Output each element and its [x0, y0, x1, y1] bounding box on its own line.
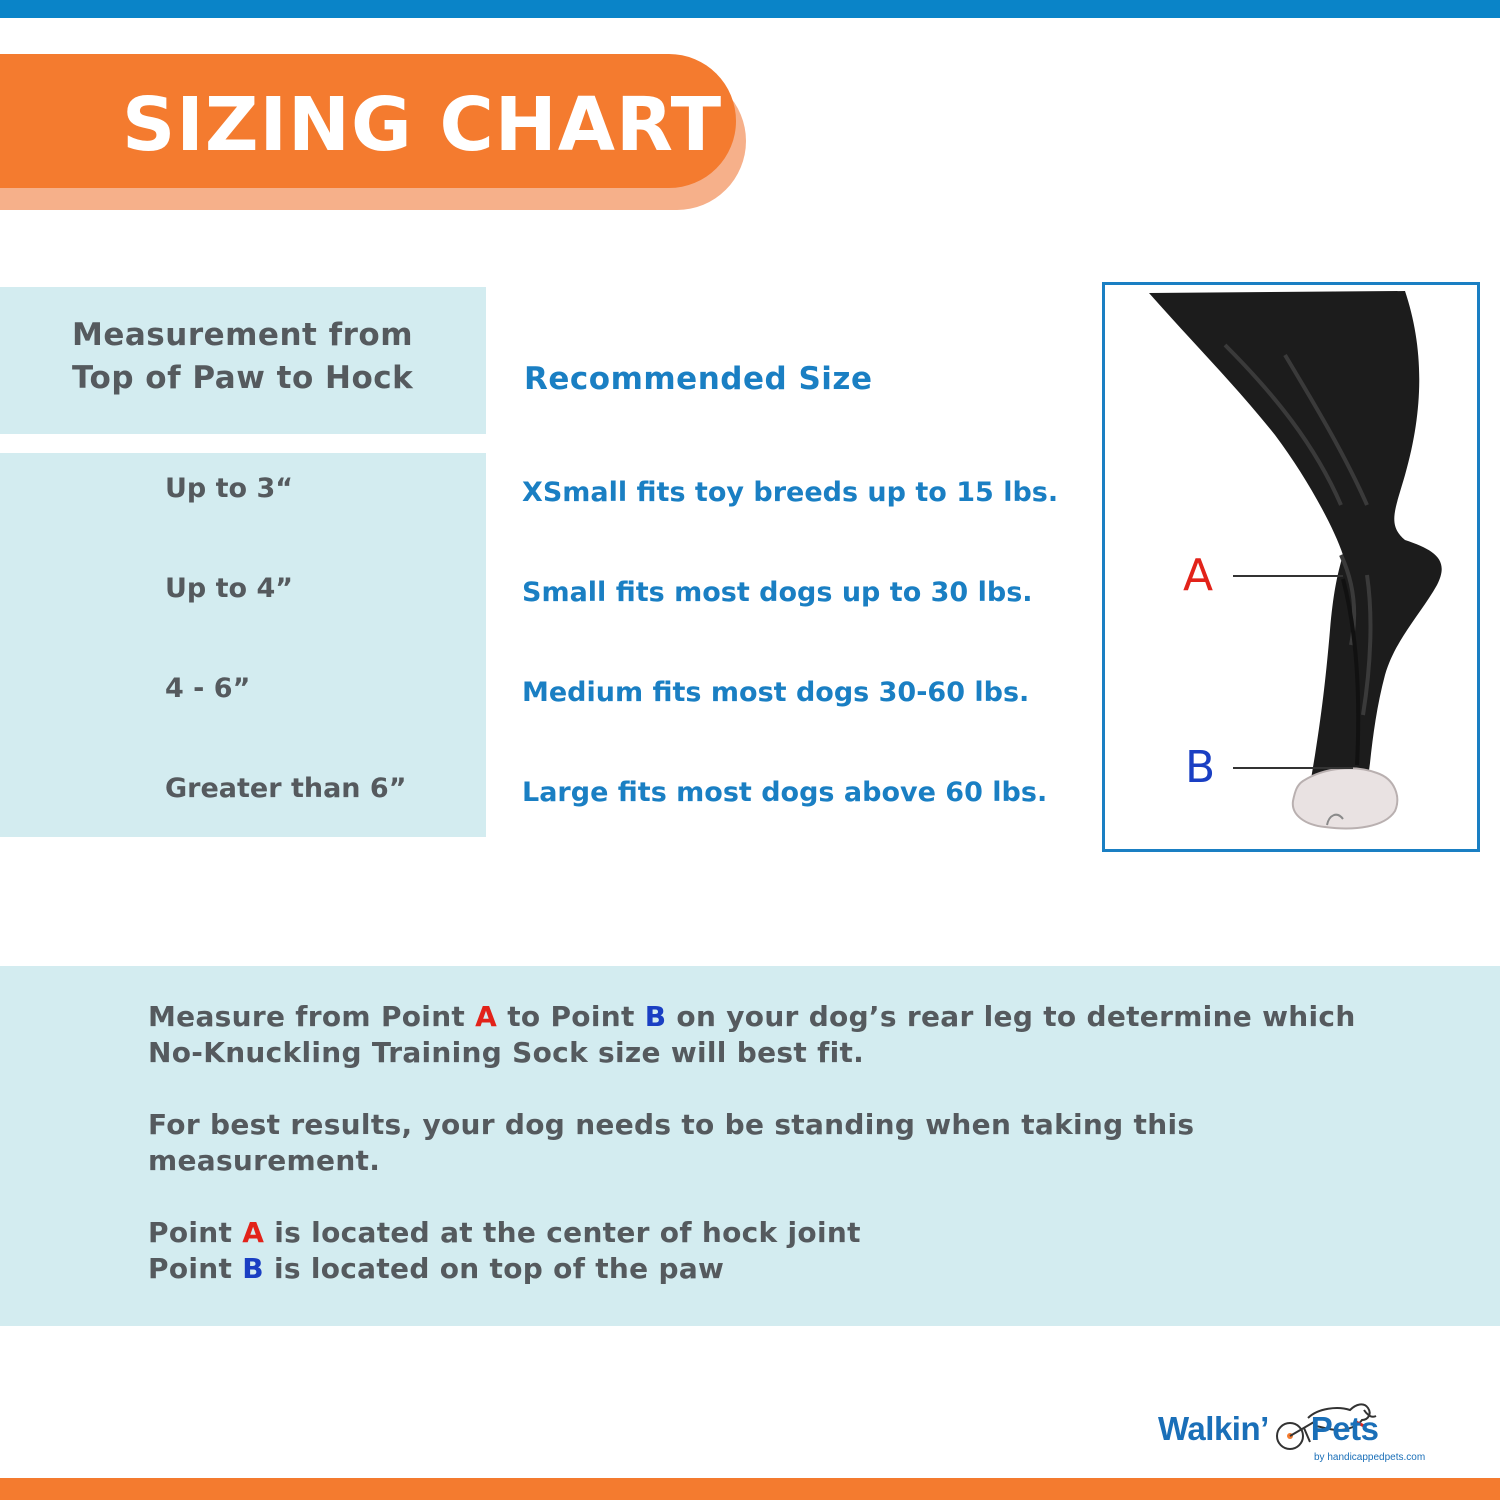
- instruction-text: Point: [148, 1216, 243, 1249]
- instruction-text: to Point: [497, 1000, 645, 1033]
- instruction-line: [148, 999, 1448, 1035]
- table-row-size: Small fits most dogs up to 30 lbs.: [522, 577, 1033, 608]
- instruction-text: Point: [148, 1252, 243, 1285]
- logo-word-right: Pets: [1310, 1410, 1379, 1447]
- point-b-marker: B: [242, 1252, 264, 1285]
- instruction-text: on your dog’s rear leg to determine which: [666, 1000, 1356, 1033]
- table-row-size: XSmall fits toy breeds up to 15 lbs.: [522, 477, 1059, 508]
- instruction-line: [148, 1251, 1448, 1287]
- dog-leg-illustration: [1105, 285, 1477, 849]
- bottom-stripe: [0, 1478, 1500, 1500]
- measurement-column-header: Measurement from Top of Paw to Hock: [72, 317, 414, 396]
- table-row-size: Large fits most dogs above 60 lbs.: [522, 777, 1048, 808]
- table-row-measurement: Up to 4”: [165, 573, 294, 604]
- point-a-marker: A: [242, 1216, 265, 1249]
- top-stripe: [0, 0, 1500, 18]
- point-a-marker: A: [475, 1000, 498, 1033]
- instruction-line: [148, 1215, 1448, 1251]
- point-b-marker: B: [644, 1000, 667, 1033]
- logo-wordmark: [1158, 1410, 1379, 1448]
- table-row-size: Medium fits most dogs 30-60 lbs.: [522, 677, 1030, 708]
- logo-subtitle: by handicappedpets.com: [1314, 1452, 1426, 1463]
- table-row-measurement: Greater than 6”: [165, 773, 407, 804]
- instruction-line: No-Knuckling Training Sock size will best fit.: [148, 1036, 865, 1069]
- instruction-line: For best results, your dog needs to be standing when taking this: [148, 1108, 1195, 1141]
- instruction-text: is located at the center of hock joint: [264, 1216, 861, 1249]
- table-row-measurement: Up to 3“: [165, 473, 294, 504]
- point-b-label: B: [1185, 742, 1216, 793]
- instruction-text: is located on top of the paw: [263, 1252, 725, 1285]
- dog-leg-diagram: [1102, 282, 1480, 852]
- instruction-text: Measure from Point: [148, 1000, 476, 1033]
- paw-shape: [1293, 768, 1397, 828]
- point-a-label: A: [1183, 550, 1214, 601]
- table-row-measurement: 4 - 6”: [165, 673, 251, 704]
- page-title: SIZING CHART: [122, 82, 723, 168]
- instruction-line: measurement.: [148, 1144, 381, 1177]
- walkin-pets-logo: [1158, 1396, 1458, 1470]
- logo-word-left: Walkin’: [1158, 1410, 1269, 1447]
- leg-shape: [1149, 291, 1442, 785]
- recommended-size-column-header: Recommended Size: [524, 361, 873, 397]
